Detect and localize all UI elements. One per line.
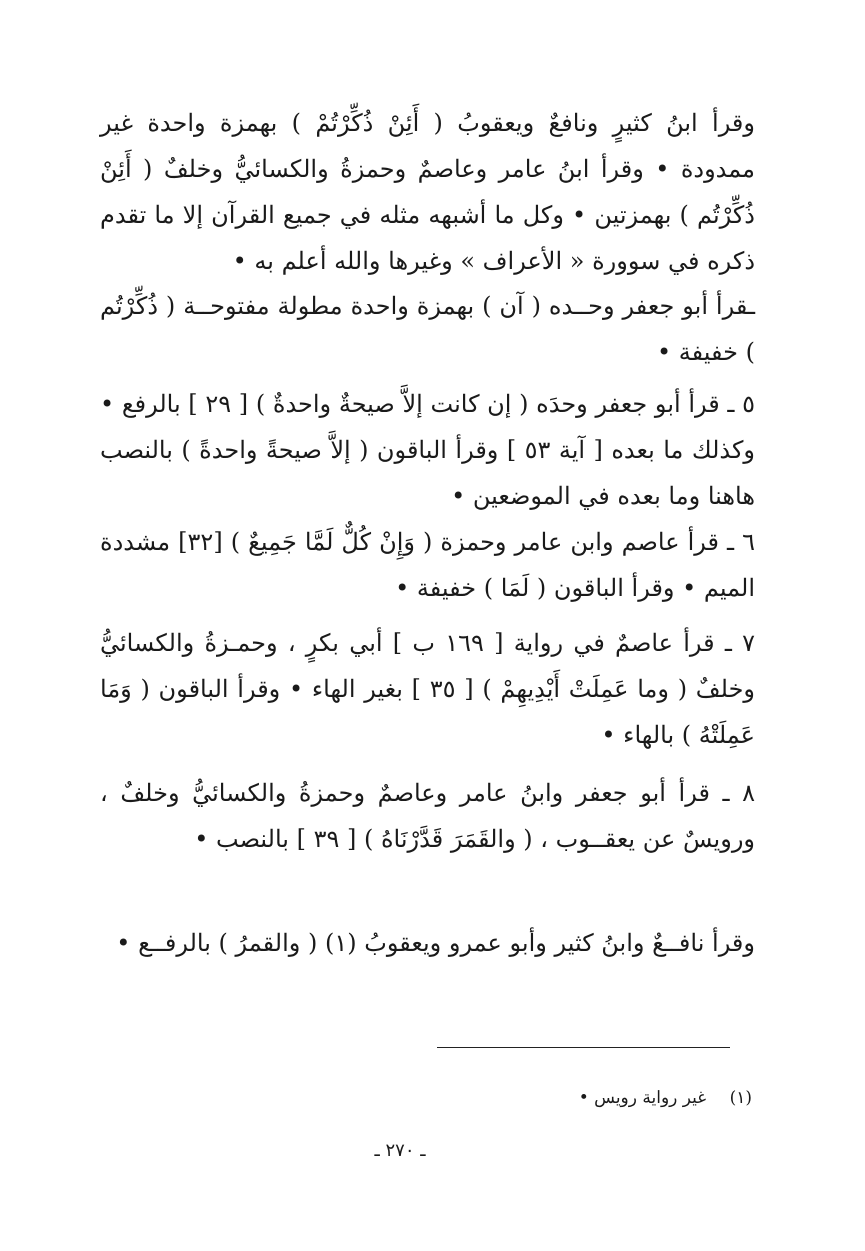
paragraph-text: ٨ ـ قرأ أبو جعفر وابنُ عامر وعاصمٌ وحمزةُ والكسائيُّ وخلفٌ ، ورويسٌ عن يعقــوب ، ( والقَمَرَ قَدَّرْنَاهُ ) [ ٣٩ ] بالنصب • <box>100 779 755 853</box>
paragraph-1 <box>100 100 755 284</box>
footnote-divider <box>437 1047 730 1048</box>
paragraph-4 <box>100 519 755 611</box>
paragraph-text: وقرأ نافــعٌ وابنُ كثير وأبو عمرو ويعقوبُ (١) ( والقمرُ ) بالرفــع • <box>116 929 755 957</box>
footnote-marker: (١) <box>729 1088 752 1108</box>
paragraph-6 <box>100 770 755 862</box>
paragraph-text: ٧ ـ قرأ عاصمٌ في رواية [ ١٦٩ ب ] أبي بكرٍ ، وحمـزةُ والكسائيُّ وخلفٌ ( وما عَمِلَتْ أَيْدِيهِمْ ) [ ٣٥ ] بغير الهاء • وقرأ الباقون ( وَمَا عَمِلَتْهُ ) بالهاء • <box>100 629 755 749</box>
paragraph-7 <box>100 920 755 966</box>
paragraph-2 <box>100 283 755 375</box>
paragraph-text: وقرأ ابنُ كثيرٍ ونافعٌ ويعقوبُ ( أَئِنْ ذُكِّرْتُمْ ) بهمزة واحدة غير ممدودة • وقرأ ابنُ عامر وعاصمٌ وحمزةُ والكسائيُّ وخلفٌ ( أَئِنْ ذُكِّرْتُم ) بهمزتين • وكل ما أشبهه مثله في جميع القرآن إلا ما تقدم ذكره في سوورة « الأعراف » وغيرها والله أعلم به • <box>100 109 756 275</box>
paragraph-text: ـقرأ أبو جعفر وحــده ( آن ) بهمزة واحدة مطولة مفتوحــة ( ذُكِّرْتُم ) خفيفة • <box>100 292 755 366</box>
paragraph-text: ٥ ـ قرأ أبو جعفر وحدَه ( إن كانت إلاَّ صيحةٌ واحدةٌ ) [ ٢٩ ] بالرفع • وكذلك ما بعده [ آية ٥٣ ] وقرأ الباقون ( إلاَّ صيحةً واحدةً ) بالنصب هاهنا وما بعده في الموضعين • <box>100 390 756 510</box>
paragraph-text: ٦ ـ قرأ عاصم وابن عامر وحمزة ( وَإِنْ كُلٌّ لَمَّا جَمِيعٌ ) [٣٢] مشددة الميم • وقرأ الباقون ( لَمَا ) خفيفة • <box>100 528 755 602</box>
footnote <box>300 1084 752 1112</box>
paragraph-3 <box>100 381 755 519</box>
page-number: ـ ٢٧٠ ـ <box>374 1140 426 1161</box>
footnote-text: غير رواية رويس • <box>578 1088 707 1108</box>
paragraph-5 <box>100 620 755 758</box>
